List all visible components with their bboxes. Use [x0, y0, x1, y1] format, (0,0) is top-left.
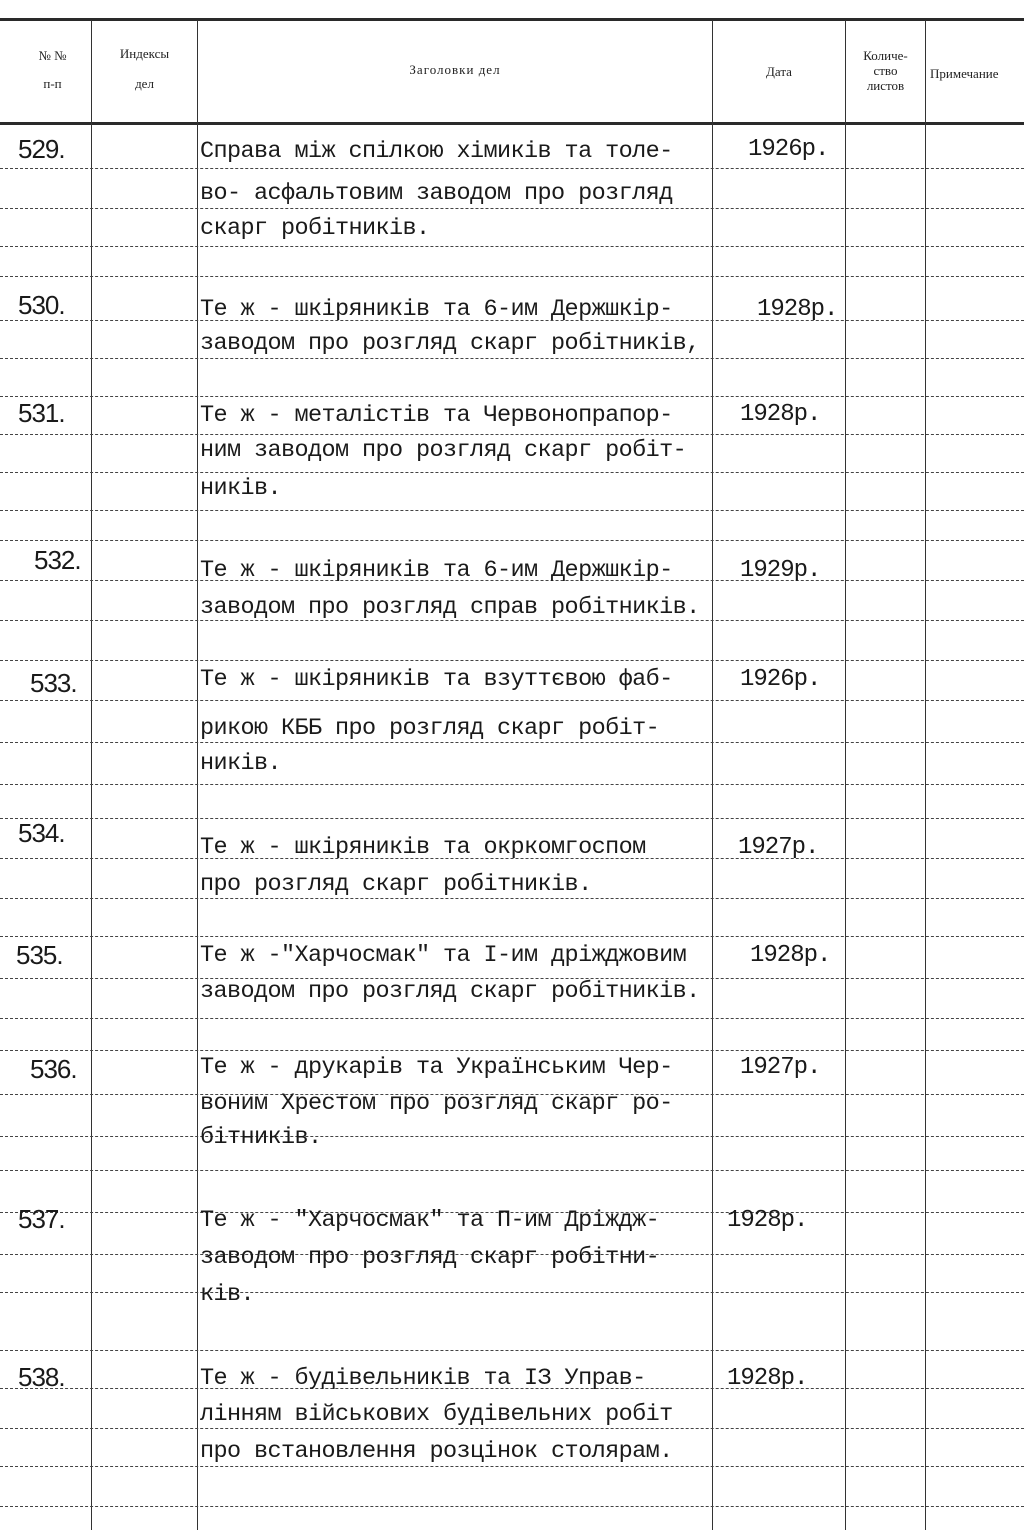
row-title-line: Те ж - шкіряників та 6-им Держшкір- [200, 557, 673, 584]
row-title-line: ників. [200, 750, 282, 777]
row-number: 530. [18, 290, 65, 320]
row-title-line: Те ж - металістів та Червонопрапор- [200, 402, 673, 429]
header-rule [0, 122, 1024, 125]
ruled-line [0, 700, 1024, 701]
row-date: 1927р. [740, 1054, 821, 1081]
ruled-line [0, 246, 1024, 247]
ruled-line [0, 1466, 1024, 1467]
row-title-line: про встановлення розцінок столярам. [200, 1438, 673, 1465]
row-title-line: ним заводом про розгляд скарг робіт- [200, 437, 687, 464]
row-date: 1928р. [727, 1365, 808, 1392]
row-title-line: заводом про розгляд скарг робітників, [200, 330, 700, 357]
row-date: 1926р. [748, 136, 829, 163]
row-title-line: заводом про розгляд справ робітників. [200, 594, 700, 621]
ruled-line [0, 1018, 1024, 1019]
row-number: 529. [18, 134, 65, 164]
ruled-line [0, 784, 1024, 785]
header-sheets-line1: Количе- [863, 48, 908, 63]
row-number: 537. [18, 1204, 65, 1234]
ruled-line [0, 1170, 1024, 1171]
row-title-line: Те ж - друкарів та Українським Чер- [200, 1054, 673, 1081]
row-title-line: во- асфальтовим заводом про розгляд [200, 180, 673, 207]
ruled-line [0, 1350, 1024, 1351]
ruled-line [0, 898, 1024, 899]
row-title-line: воним Хрестом про розгляд скарг ро- [200, 1090, 673, 1117]
header-sheets [846, 48, 925, 93]
row-title-line: ників. [200, 475, 282, 502]
row-title-line: Те ж - шкіряників та взуттєвою фаб- [200, 666, 673, 693]
row-date: 1926р. [740, 666, 821, 693]
row-title-line: заводом про розгляд скарг робітни- [200, 1244, 660, 1271]
ruled-line [0, 510, 1024, 511]
row-title-line: Те ж - шкіряників та окркомгоспом [200, 834, 646, 861]
ruled-line [0, 358, 1024, 359]
ruled-line [0, 276, 1024, 277]
ruled-line [0, 1506, 1024, 1507]
ruled-line [0, 540, 1024, 541]
ruled-line [0, 660, 1024, 661]
ruled-line [0, 1050, 1024, 1051]
header-title: Заголовки дел [409, 62, 501, 77]
row-title-line: Справа між спілкою хімиків та толе- [200, 138, 673, 165]
ruled-line [0, 818, 1024, 819]
row-title-line: лінням військових будівельних робіт [200, 1401, 673, 1428]
row-title-line: скарг робітників. [200, 215, 430, 242]
row-date: 1928р. [750, 942, 831, 969]
header-number-line2: п-п [43, 76, 62, 91]
header-sheets-line3: листов [866, 78, 905, 93]
header-index-line2: дел [135, 76, 154, 91]
ruled-line [0, 1428, 1024, 1429]
row-number: 538. [18, 1362, 65, 1392]
row-title-line: рикою КББ про розгляд скарг робіт- [200, 715, 660, 742]
header-number [15, 48, 90, 92]
row-number: 531. [18, 398, 65, 428]
row-date: 1928р. [727, 1207, 808, 1234]
row-number: 535. [16, 940, 63, 970]
ruled-line [0, 472, 1024, 473]
ruled-line [0, 434, 1024, 435]
row-date: 1928р. [757, 296, 838, 323]
row-title-line: заводом про розгляд скарг робітників. [200, 978, 700, 1005]
header-index-line1: Индексы [119, 46, 170, 61]
row-title-line: Те ж - шкіряників та 6-им Держшкір- [200, 296, 673, 323]
row-number: 533. [30, 668, 77, 698]
row-date: 1928р. [740, 401, 821, 428]
row-number: 536. [30, 1054, 77, 1084]
ruled-line [0, 168, 1024, 169]
row-number: 532. [34, 545, 81, 575]
header-index [92, 46, 197, 92]
row-date: 1929р. [740, 557, 821, 584]
ruled-line [0, 396, 1024, 397]
top-rule [0, 18, 1024, 21]
header-number-line1: № № [38, 48, 67, 63]
ruled-line [0, 742, 1024, 743]
row-title-line: ків. [200, 1281, 255, 1308]
header-notes: Примечание [930, 66, 999, 81]
row-title-line: Те ж -"Харчосмак" та І-им дріжджовим [200, 942, 687, 969]
row-title-line: Те ж - будівельників та ІЗ Управ- [200, 1365, 646, 1392]
header-date: Дата [766, 64, 792, 79]
row-title-line: Те ж - "Харчосмак" та П-им Дріждж- [200, 1207, 660, 1234]
row-title-line: про розгляд скарг робітників. [200, 871, 592, 898]
row-number: 534. [18, 818, 65, 848]
ruled-line [0, 936, 1024, 937]
row-date: 1927р. [738, 834, 819, 861]
ruled-line [0, 208, 1024, 209]
header-sheets-line2: ство [873, 63, 898, 78]
row-title-line: бітників. [200, 1124, 322, 1151]
